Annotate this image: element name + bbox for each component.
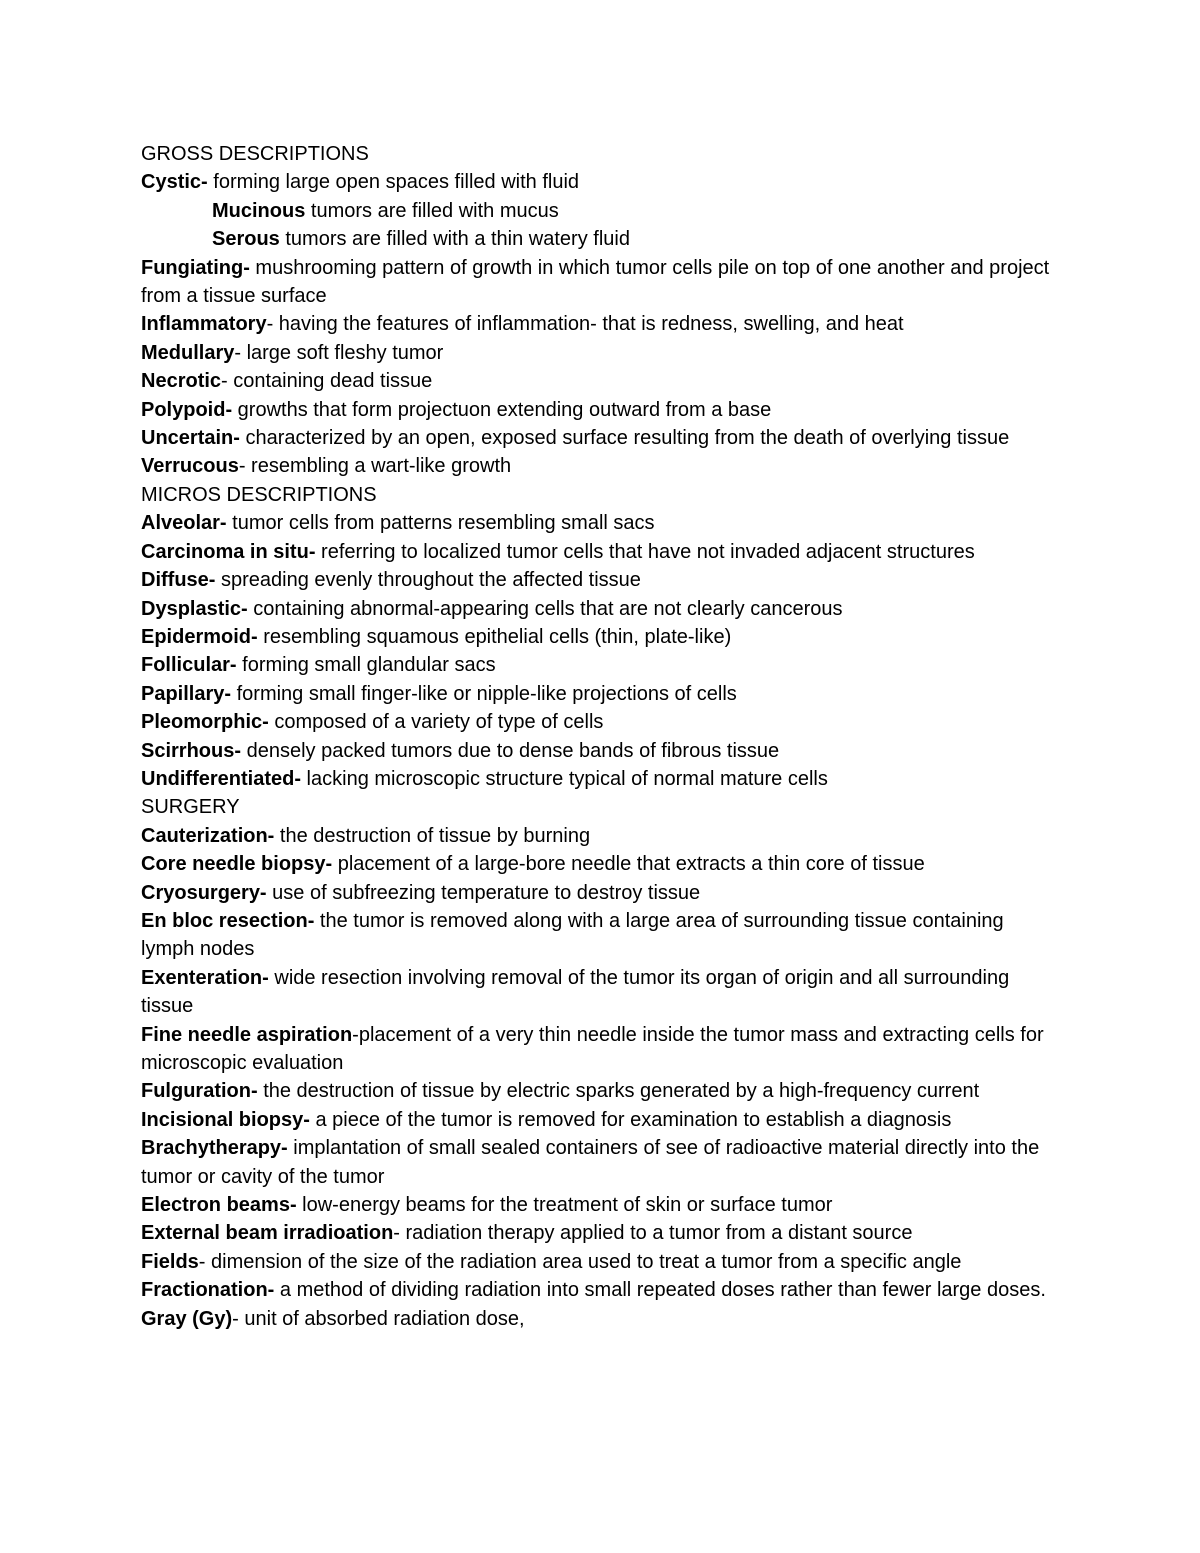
definition-text: densely packed tumors due to dense bands of fibrous tissue (241, 739, 780, 762)
definition-text: - unit of absorbed radiation dose, (232, 1307, 525, 1330)
definition-term: Gray (Gy) (141, 1307, 233, 1330)
definition-term: Undifferentiated- (141, 767, 301, 790)
definition-text: - large soft fleshy tumor (234, 341, 444, 364)
definition-term: Serous (212, 228, 280, 251)
definition-term: Inflammatory (141, 313, 267, 336)
definition-text: resembling squamous epithelial cells (thin, plate-like) (257, 625, 732, 648)
definition-entry (141, 1077, 1061, 1105)
definition-entry (141, 765, 1061, 793)
definition-entry (141, 225, 1061, 253)
definition-term: Fulguration- (141, 1080, 258, 1103)
definition-text: wide resection involving removal of the tumor its organ of origin and all surrounding tissue (141, 966, 1010, 1018)
definition-term: Exenteration- (141, 966, 269, 989)
definition-entry (141, 822, 1061, 850)
definition-term: Uncertain- (141, 427, 240, 450)
definition-term: Pleomorphic- (141, 711, 269, 734)
definition-term: Electron beams- (141, 1194, 297, 1217)
definition-term: Diffuse- (141, 569, 216, 592)
definition-text: - radiation therapy applied to a tumor from a distant source (393, 1222, 913, 1245)
definition-entry (141, 708, 1061, 736)
definition-text: the tumor is removed along with a large area of surrounding tissue containing lymph nodes (141, 909, 1004, 961)
definition-entry (141, 964, 1061, 1021)
definition-text: - containing dead tissue (221, 370, 433, 393)
definition-entry (141, 452, 1061, 480)
definition-entry (141, 1021, 1061, 1078)
definition-entry (141, 1219, 1061, 1247)
definition-term: Fine needle aspiration (141, 1023, 353, 1046)
definition-term: Core needle biopsy- (141, 853, 333, 876)
definition-entry (141, 1305, 1061, 1333)
definition-term: Fields (141, 1250, 199, 1273)
definition-entry (141, 1106, 1061, 1134)
definition-term: Cystic- (141, 171, 208, 194)
definition-text: -placement of a very thin needle inside the tumor mass and extracting cells for microscopic evaluation (141, 1023, 1044, 1074)
definition-text: the destruction of tissue by electric sparks generated by a high-frequency current (257, 1080, 980, 1103)
definition-entry (141, 907, 1061, 964)
definition-entry (141, 879, 1061, 907)
definition-term: Fractionation- (141, 1279, 275, 1302)
definition-term: Polypoid- (141, 398, 233, 421)
definition-entry (141, 538, 1061, 566)
definition-entry (141, 1191, 1061, 1219)
definition-term: Dysplastic- (141, 597, 248, 620)
definition-entry (141, 595, 1061, 623)
definition-term: Alveolar- (141, 512, 227, 535)
definition-text: forming small finger-like or nipple-like projections of cells (231, 682, 737, 705)
document-body (141, 140, 1061, 1333)
definition-entry (141, 737, 1061, 765)
definition-text: - having the features of inflammation- that is redness, swelling, and heat (266, 313, 904, 336)
definition-entry (141, 623, 1061, 651)
definition-text: - dimension of the size of the radiation area used to treat a tumor from a specific angle (198, 1250, 962, 1273)
definition-text: referring to localized tumor cells that have not invaded adjacent structures (315, 540, 975, 563)
definition-text: - resembling a wart-like growth (238, 455, 512, 478)
definition-text: forming small glandular sacs (236, 654, 496, 677)
definition-text: tumor cells from patterns resembling small sacs (226, 512, 655, 535)
definition-term: Follicular- (141, 654, 237, 677)
definition-text: mushrooming pattern of growth in which tumor cells pile on top of one another and project from a tissue surface (141, 256, 1050, 308)
definition-term: Scirrhous- (141, 739, 242, 762)
definition-entry (141, 396, 1061, 424)
definition-term: Fungiating- (141, 256, 250, 279)
definition-term: Medullary (141, 341, 235, 364)
definition-term: Cauterization- (141, 824, 275, 847)
definition-text: growths that form projectuon extending outward from a base (232, 398, 772, 421)
definition-text: forming large open spaces filled with fluid (207, 171, 580, 194)
definition-text: spreading evenly throughout the affected tissue (215, 569, 641, 592)
definition-entry (141, 1248, 1061, 1276)
definition-term: External beam irradioation (141, 1222, 394, 1245)
definition-text: containing abnormal-appearing cells that are not clearly cancerous (247, 597, 843, 620)
definition-entry (141, 310, 1061, 338)
definition-entry (141, 1276, 1061, 1304)
definition-text: use of subfreezing temperature to destroy tissue (266, 881, 701, 904)
definition-text: tumors are filled with mucus (305, 199, 559, 222)
section-heading: MICROS DESCRIPTIONS (141, 483, 377, 506)
definition-entry (141, 651, 1061, 679)
definition-term: Mucinous (212, 199, 306, 222)
definition-text: implantation of small sealed containers of see of radioactive material directly into the tumor or cavity of the tumor (141, 1137, 1040, 1188)
definition-entry (141, 509, 1061, 537)
definition-entry (141, 168, 1061, 196)
definition-entry (141, 254, 1061, 311)
definition-text: characterized by an open, exposed surface resulting from the death of overlying tissue (239, 427, 1010, 450)
definition-text: placement of a large-bore needle that extracts a thin core of tissue (332, 853, 925, 876)
definition-term: Incisional biopsy- (141, 1108, 310, 1131)
definition-entry (141, 566, 1061, 594)
definition-entry (141, 850, 1061, 878)
section-heading: SURGERY (141, 796, 240, 819)
definition-term: Carcinoma in situ- (141, 540, 316, 563)
definition-term: Epidermoid- (141, 625, 258, 648)
definition-term: En bloc resection- (141, 909, 315, 932)
definition-entry (141, 339, 1061, 367)
definition-text: tumors are filled with a thin watery fluid (279, 228, 630, 251)
definition-term: Cryosurgery- (141, 881, 267, 904)
definition-text: a piece of the tumor is removed for examination to establish a diagnosis (309, 1108, 952, 1131)
definition-term: Papillary- (141, 682, 232, 705)
definition-text: composed of a variety of type of cells (268, 711, 604, 734)
definition-entry (141, 424, 1061, 452)
section-heading: GROSS DESCRIPTIONS (141, 143, 369, 165)
definition-entry (141, 1134, 1061, 1191)
definition-term: Brachytherapy- (141, 1137, 288, 1160)
definition-entry (141, 680, 1061, 708)
definition-entry (141, 197, 1061, 225)
definition-text: a method of dividing radiation into small repeated doses rather than fewer large doses. (274, 1279, 1046, 1302)
definition-text: low-energy beams for the treatment of skin or surface tumor (296, 1194, 833, 1217)
definition-term: Necrotic (141, 370, 222, 393)
definition-text: the destruction of tissue by burning (274, 824, 591, 847)
definition-term: Verrucous (141, 455, 239, 478)
definition-text: lacking microscopic structure typical of normal mature cells (301, 767, 828, 790)
definition-entry (141, 367, 1061, 395)
